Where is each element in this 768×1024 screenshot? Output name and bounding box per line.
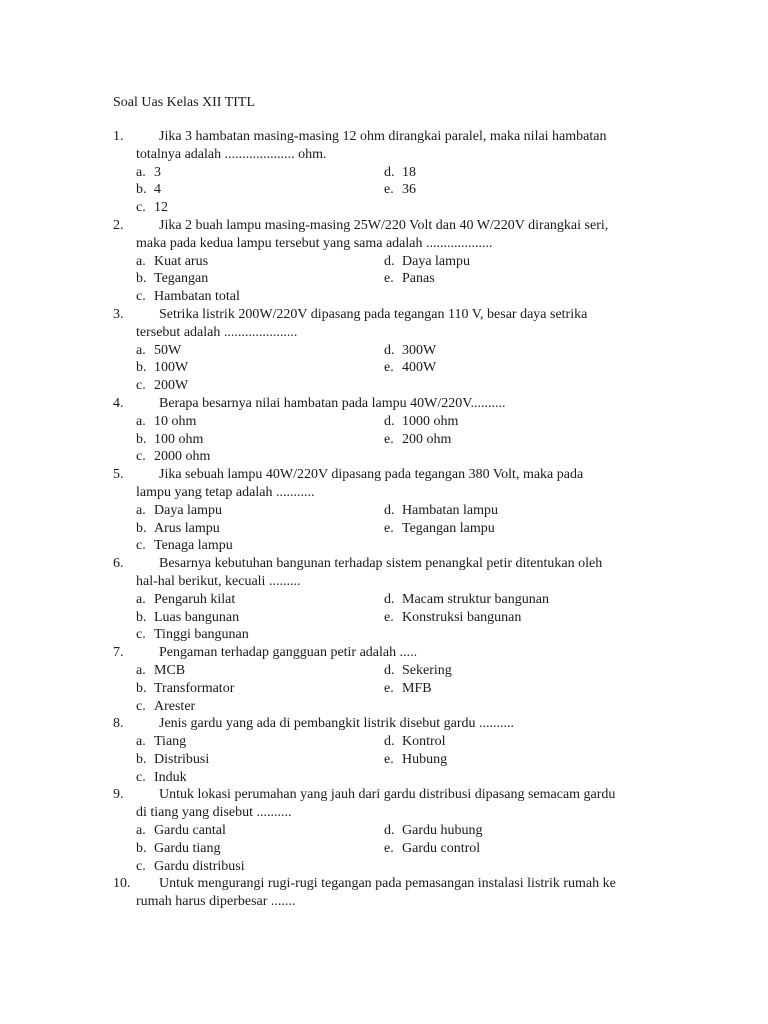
question-continuation-line [113, 573, 673, 591]
option-letter: e. [384, 751, 394, 767]
option-letter: e. [384, 271, 394, 287]
option-letter: c. [136, 858, 146, 874]
option-text: MCB [154, 662, 186, 678]
option-text: 100 ohm [154, 431, 204, 447]
option-row [113, 769, 673, 787]
option-letter: b. [136, 609, 147, 625]
option-text: Gardu cantal [154, 823, 226, 839]
answer-option [384, 751, 447, 769]
question-item [113, 128, 673, 217]
question-first-line [113, 128, 673, 146]
answer-option [384, 431, 451, 449]
answer-option [136, 609, 239, 627]
answer-option [384, 680, 432, 698]
answer-option [384, 502, 498, 520]
option-letter: b. [136, 520, 147, 536]
option-letter: a. [136, 591, 146, 607]
question-text: Untuk lokasi perumahan yang jauh dari gardu distribusi dipasang semacam gardu [159, 787, 616, 803]
option-letter: b. [136, 431, 147, 447]
answer-option [384, 270, 435, 288]
option-text: Arester [154, 698, 196, 714]
question-text: hal-hal berikut, kecuali ......... [136, 573, 301, 589]
option-letter: d. [384, 253, 395, 269]
answer-option [136, 270, 208, 288]
option-row [113, 288, 673, 306]
option-text: 1000 ohm [402, 413, 459, 429]
question-first-line [113, 875, 673, 893]
option-letter: d. [384, 662, 395, 678]
question-text: Jika 2 buah lampu masing-masing 25W/220 Volt dan 40 W/220V dirangkai seri, [159, 217, 609, 233]
document-title: Soal Uas Kelas XII TITL [113, 95, 256, 110]
option-letter: c. [136, 538, 146, 554]
answer-option [136, 537, 233, 555]
option-row [113, 698, 673, 716]
option-row [113, 626, 673, 644]
answer-option [136, 626, 249, 644]
question-text: Untuk mengurangi rugi-rugi tegangan pada pemasangan instalasi listrik rumah ke [159, 876, 616, 892]
option-row [113, 377, 673, 395]
option-row [113, 662, 673, 680]
answer-option [136, 199, 168, 217]
option-letter: d. [384, 413, 395, 429]
question-continuation-line [113, 324, 673, 342]
question-number: 2. [113, 217, 124, 233]
question-number: 1. [113, 129, 124, 144]
question-item [113, 875, 673, 911]
option-letter: a. [136, 823, 146, 839]
question-text: Jika 3 hambatan masing-masing 12 ohm dirangkai paralel, maka nilai hambatan [159, 129, 607, 144]
question-number: 10. [113, 876, 131, 892]
option-text: Transformator [154, 680, 235, 696]
option-text: Tenaga lampu [154, 538, 233, 554]
option-letter: e. [384, 520, 394, 536]
option-text: Distribusi [154, 751, 210, 767]
option-text: Daya lampu [154, 502, 223, 518]
option-row [113, 199, 673, 217]
option-row [113, 253, 673, 271]
question-item [113, 644, 673, 715]
question-first-line [113, 555, 673, 573]
question-text: Berapa besarnya nilai hambatan pada lampu 40W/220V.......... [159, 395, 506, 411]
answer-option [384, 609, 521, 627]
answer-option [384, 840, 480, 858]
answer-option [136, 448, 210, 466]
option-letter: a. [136, 734, 146, 750]
option-letter: d. [384, 734, 395, 750]
option-row [113, 733, 673, 751]
option-text: Hubung [402, 751, 448, 767]
answer-option [136, 680, 234, 698]
option-letter: a. [136, 662, 146, 678]
option-row [113, 502, 673, 520]
option-row [113, 181, 673, 199]
option-letter: e. [384, 431, 394, 447]
option-letter: c. [136, 698, 146, 714]
option-text: 10 ohm [154, 413, 197, 429]
option-letter: e. [384, 609, 394, 625]
option-letter: a. [136, 502, 146, 518]
answer-option [136, 520, 220, 538]
option-row [113, 270, 673, 288]
option-letter: a. [136, 164, 146, 180]
option-letter: c. [136, 289, 146, 305]
option-text: Gardu hubung [402, 823, 483, 839]
option-letter: b. [136, 840, 147, 856]
answer-option [384, 342, 436, 360]
question-number: 4. [113, 395, 124, 411]
option-text: 12 [154, 200, 168, 216]
question-text: Besarnya kebutuhan bangunan terhadap sistem penangkal petir ditentukan oleh [159, 556, 603, 572]
option-text: Tegangan [154, 271, 209, 287]
option-text: 2000 ohm [154, 449, 211, 465]
option-text: Gardu tiang [154, 840, 221, 856]
question-continuation-line [113, 484, 673, 502]
answer-option [136, 253, 208, 271]
option-text: Arus lampu [154, 520, 220, 536]
answer-option [384, 253, 470, 271]
option-letter: d. [384, 823, 395, 839]
option-text: MFB [402, 680, 432, 696]
answer-option [384, 733, 446, 751]
question-number: 7. [113, 645, 124, 661]
question-number: 6. [113, 556, 124, 572]
option-text: Hambatan total [154, 289, 240, 305]
question-text: rumah harus diperbesar ....... [136, 894, 296, 910]
answer-option [136, 502, 222, 520]
answer-option [384, 591, 549, 609]
question-continuation-line [113, 146, 673, 164]
option-text: Konstruksi bangunan [402, 609, 522, 625]
question-first-line [113, 306, 673, 324]
answer-option [384, 359, 436, 377]
question-item [113, 466, 673, 555]
option-text: Tinggi bangunan [154, 627, 249, 643]
answer-option [384, 413, 458, 431]
question-text: Pengaman terhadap gangguan petir adalah ..... [159, 645, 418, 661]
question-text: Jika sebuah lampu 40W/220V dipasang pada tegangan 380 Volt, maka pada [159, 467, 584, 483]
option-letter: d. [384, 502, 395, 518]
option-text: 100W [154, 360, 189, 376]
option-letter: e. [384, 360, 394, 376]
question-first-line [113, 786, 673, 804]
option-text: Panas [402, 271, 435, 287]
option-row [113, 448, 673, 466]
option-letter: a. [136, 253, 146, 269]
answer-option [384, 181, 416, 199]
question-item [113, 715, 673, 786]
question-item [113, 555, 673, 644]
option-row [113, 164, 673, 182]
answer-option [136, 840, 220, 858]
option-letter: b. [136, 360, 147, 376]
option-text: Luas bangunan [154, 609, 240, 625]
option-letter: b. [136, 751, 147, 767]
answer-option [136, 342, 181, 360]
option-text: Gardu distribusi [154, 858, 245, 874]
option-text: Kontrol [402, 734, 446, 750]
question-number: 9. [113, 787, 124, 803]
question-item [113, 306, 673, 395]
option-text: Daya lampu [402, 253, 471, 269]
question-first-line [113, 395, 673, 413]
option-letter: d. [384, 591, 395, 607]
answer-option [136, 288, 240, 306]
question-item [113, 217, 673, 306]
option-letter: c. [136, 378, 146, 394]
question-text: di tiang yang disebut .......... [136, 805, 292, 821]
question-number: 3. [113, 306, 124, 322]
question-text: Jenis gardu yang ada di pembangkit listrik disebut gardu .......... [159, 716, 514, 732]
option-text: 300W [402, 342, 437, 358]
option-text: Hambatan lampu [402, 502, 499, 518]
answer-option [136, 733, 186, 751]
answer-option [136, 431, 203, 449]
question-continuation-line [113, 235, 673, 253]
answer-option [136, 822, 226, 840]
option-row [113, 431, 673, 449]
question-first-line [113, 466, 673, 484]
option-row [113, 858, 673, 876]
question-continuation-line [113, 893, 673, 911]
answer-option [384, 662, 452, 680]
option-letter: c. [136, 769, 146, 785]
answer-option [136, 858, 245, 876]
option-row [113, 680, 673, 698]
option-text: Gardu control [402, 840, 481, 856]
option-text: Sekering [402, 662, 452, 678]
answer-option [136, 662, 185, 680]
option-letter: c. [136, 627, 146, 643]
question-first-line [113, 217, 673, 235]
option-letter: e. [384, 182, 394, 198]
question-text: totalnya adalah .................... ohm. [136, 146, 327, 162]
option-row [113, 751, 673, 769]
option-text: 400W [402, 360, 437, 376]
option-text: Tiang [154, 734, 187, 750]
option-row [113, 520, 673, 538]
question-continuation-line [113, 804, 673, 822]
option-row [113, 537, 673, 555]
option-letter: c. [136, 200, 146, 216]
option-letter: a. [136, 342, 146, 358]
question-text: lampu yang tetap adalah ........... [136, 484, 315, 500]
question-text: Setrika listrik 200W/220V dipasang pada tegangan 110 V, besar daya setrika [159, 306, 588, 322]
answer-option [384, 164, 416, 182]
option-text: Tegangan lampu [402, 520, 495, 536]
option-row [113, 359, 673, 377]
answer-option [136, 769, 187, 787]
option-text: Pengaruh kilat [154, 591, 236, 607]
option-text: 200W [154, 378, 189, 394]
option-text: 3 [154, 164, 161, 180]
question-number: 8. [113, 716, 124, 732]
option-letter: d. [384, 164, 395, 180]
option-text: 4 [154, 182, 161, 198]
question-first-line [113, 715, 673, 733]
answer-option [136, 359, 188, 377]
option-text: 50W [154, 342, 182, 358]
option-letter: b. [136, 271, 147, 287]
option-text: 36 [402, 182, 416, 198]
question-item [113, 395, 673, 466]
question-text: maka pada kedua lampu tersebut yang sama adalah ................... [136, 235, 493, 251]
option-letter: b. [136, 182, 147, 198]
option-letter: e. [384, 840, 394, 856]
option-letter: c. [136, 449, 146, 465]
question-item [113, 786, 673, 875]
option-letter: d. [384, 342, 395, 358]
answer-option [136, 591, 235, 609]
question-number: 5. [113, 467, 124, 483]
answer-option [136, 751, 209, 769]
option-text: 18 [402, 164, 416, 180]
question-first-line [113, 644, 673, 662]
option-row [113, 840, 673, 858]
option-row [113, 822, 673, 840]
option-text: Macam struktur bangunan [402, 591, 549, 607]
option-row [113, 609, 673, 627]
question-list [113, 128, 673, 911]
option-letter: a. [136, 413, 146, 429]
answer-option [384, 520, 495, 538]
option-row [113, 342, 673, 360]
option-row [113, 591, 673, 609]
option-text: 200 ohm [402, 431, 452, 447]
option-letter: b. [136, 680, 147, 696]
answer-option [136, 164, 161, 182]
option-row [113, 413, 673, 431]
option-letter: e. [384, 680, 394, 696]
answer-option [136, 377, 188, 395]
answer-option [136, 698, 195, 716]
answer-option [384, 822, 483, 840]
answer-option [136, 413, 196, 431]
option-text: Kuat arus [154, 253, 209, 269]
answer-option [136, 181, 161, 199]
question-text: tersebut adalah ..................... [136, 324, 298, 340]
option-text: Induk [154, 769, 187, 785]
